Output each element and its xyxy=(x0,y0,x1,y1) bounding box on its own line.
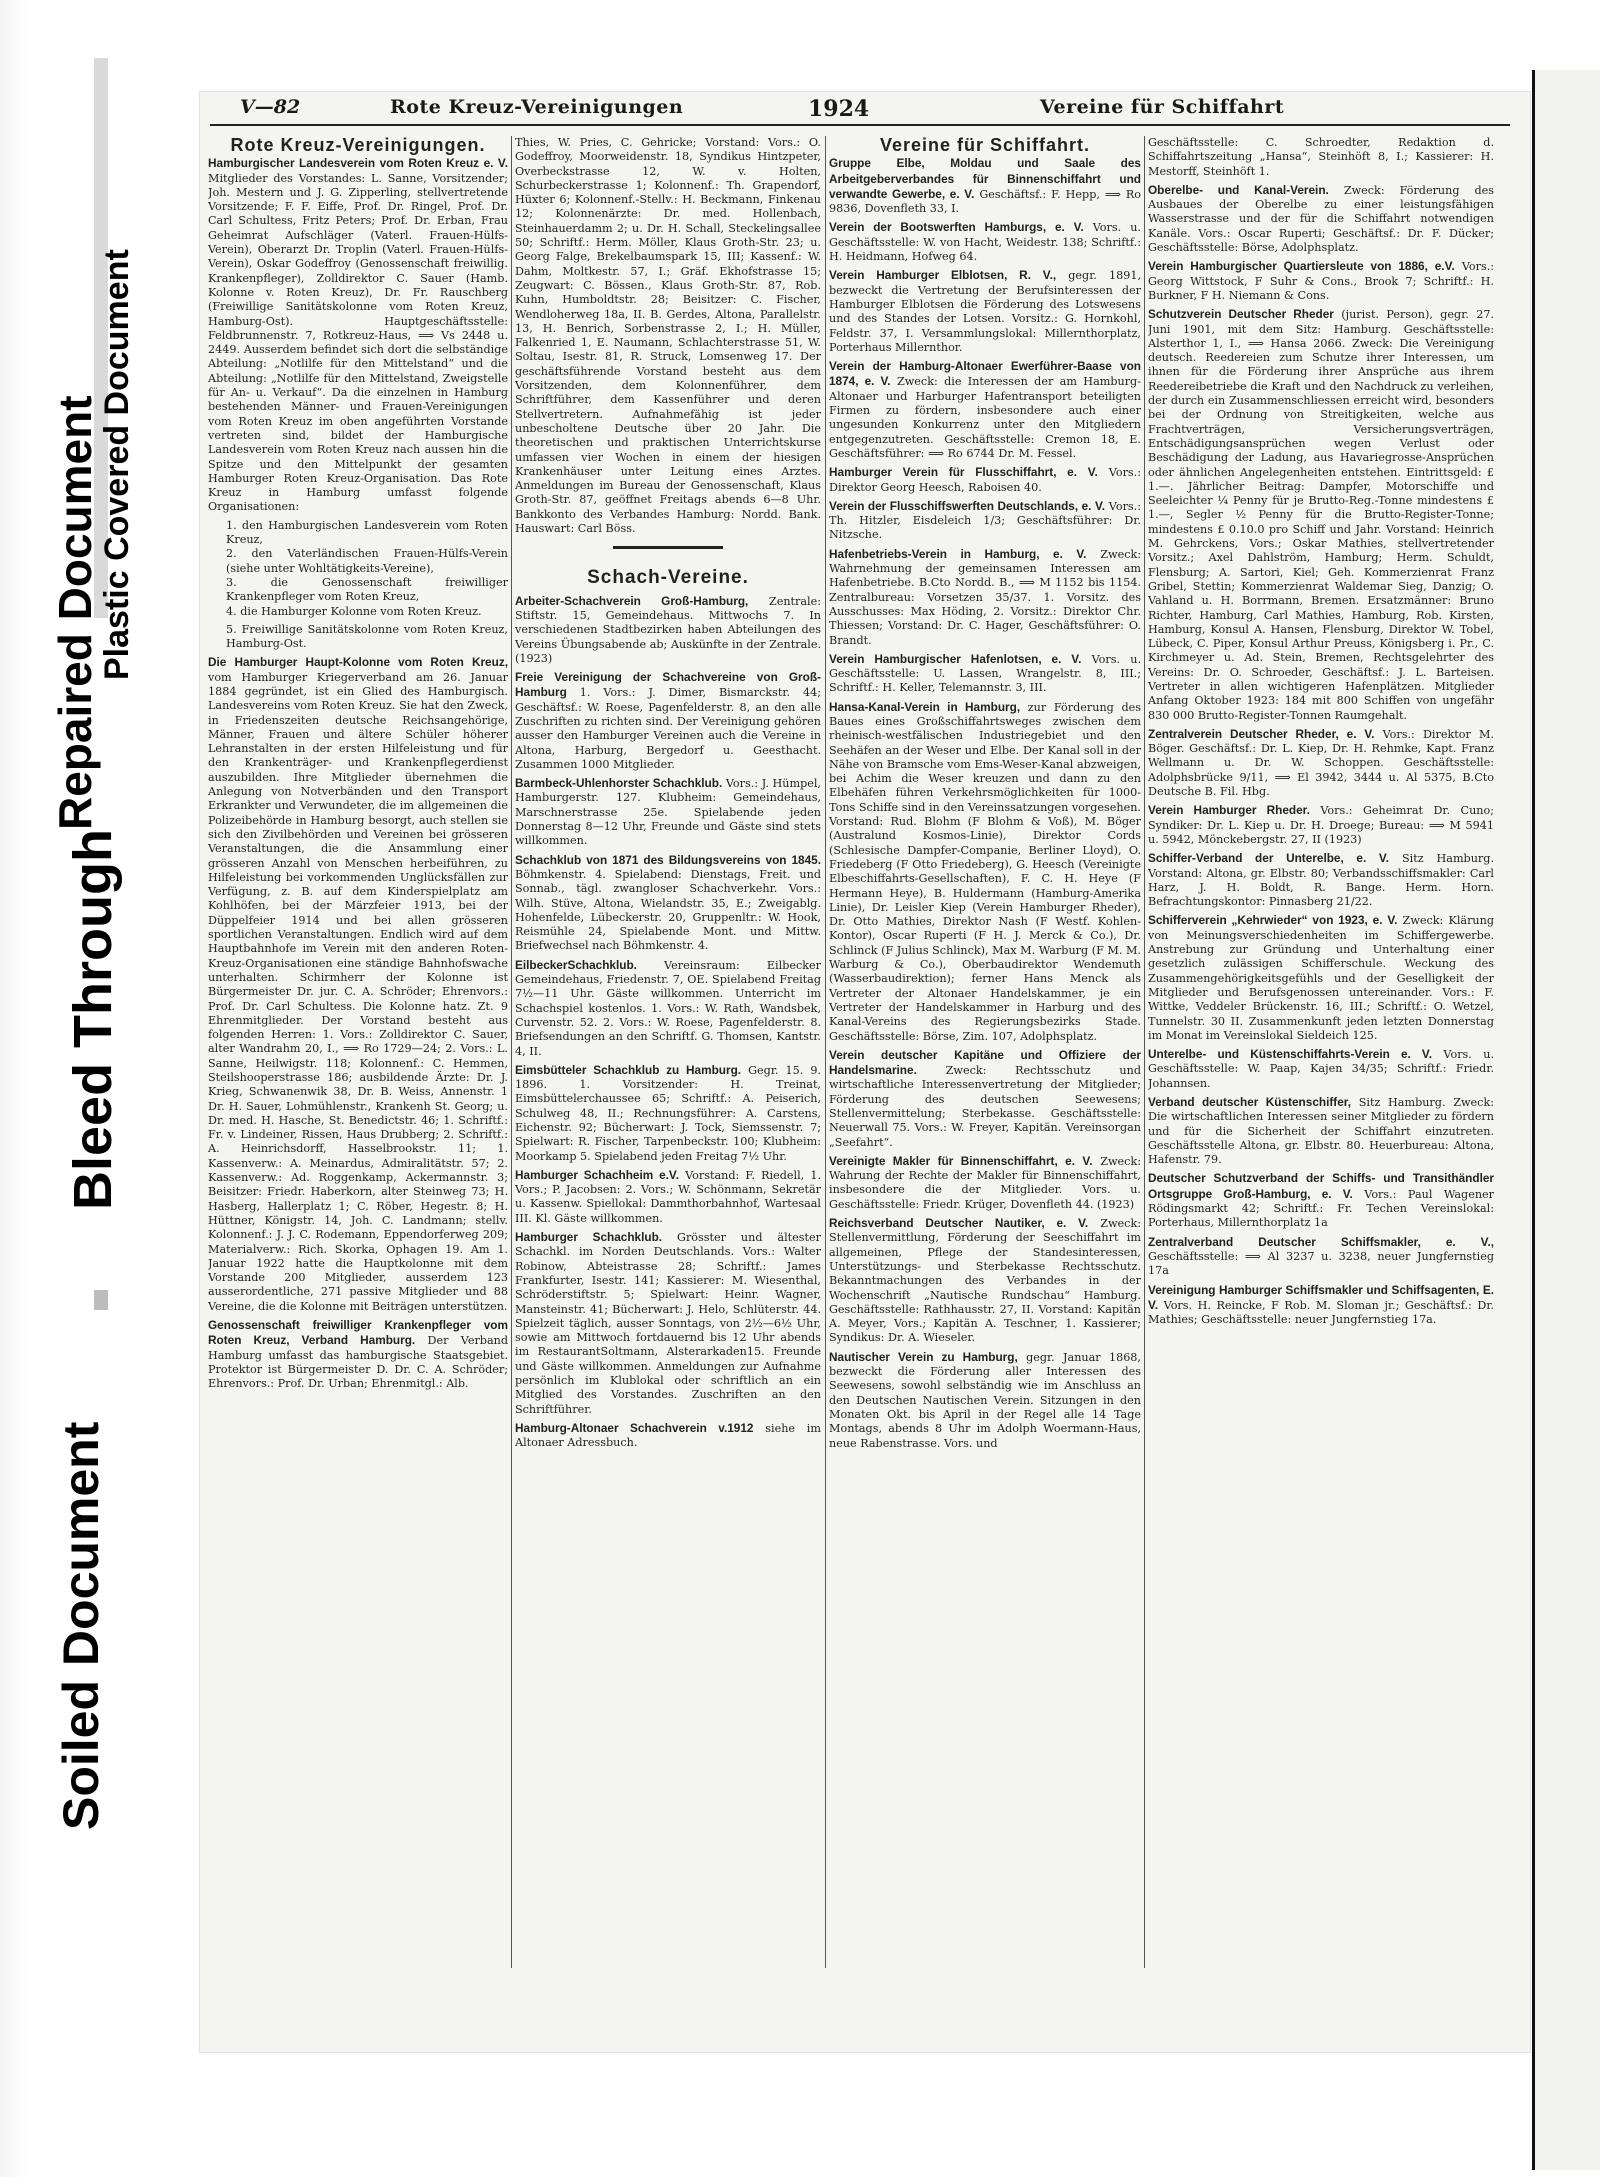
directory-entry: Verband deutscher Küstenschiffer, Sitz Hamburg. Zweck: Die wirtschaftlichen Interessen seiner Mitglieder zu fördern und für die Sicherheit der Schiffahrt einzutreten. Geschäftsstelle Altona, gr. Elbstr. 80. Heuerbureau: Altona, Hafenstr. 79. xyxy=(1148,1095,1494,1167)
directory-entry: Genossenschaft freiwilliger Krankenpfleger vom Roten Kreuz, Verband Hamburg. Der Verband Hamburg umfasst das hamburgische Staatsgebiet. Protektor ist Bürgermeister D. Dr. C. A. Schröder; Ehrenvors.: Prof. Dr. Urban; Ehrenmitgl.: Alb. xyxy=(208,1318,508,1391)
page-header xyxy=(210,94,1510,126)
directory-entry: Hamburger Schachklub. Grösster und ältester Schachkl. im Norden Deutschlands. Vors.: Walter Robinow, Abteistrasse 28; Schriftf.: James Frankfurter, Isestr. 141; Kassierer: M. Wiesenthal, Schröderstiftstr. 5; Spielwart: Heinr. Wagner, Mansteinstr. 41; Bücherwart: J. Helo, Schlüterstr. 44. Spielzeit täglich, ausser Sonntags, von 2½—6½ Uhr, sowie am Mittwoch fortdauernd bis 12 Uhr abends im RestaurantSoltmann, Alsterarkaden15. Freunde und Gäste willkommen. Anmeldungen zur Aufnahme persönlich im Klublokal oder schriftlich an ein Mitglied des Vorstandes. Zuschriften an den Schriftführer. xyxy=(515,1230,821,1416)
directory-entry: Reichsverband Deutscher Nautiker, e. V. Zweck: Stellenvermittlung, Förderung der Seeschiffahrt im allgemeinen, Pflege der Standesinteressen, Unterstützungs- und Sterbekasse Rechtsschutz. Bekanntmachungen des Verbandes in der Wochenschrift „Nautische Rundschau“ Hamburg. Geschäftsstelle: Rathhausstr. 27, II. Vorstand: Kapitän A. Meyer, Vors.; Kapitän A. Teschner, 1. Kassierer; Syndikus: Dr. A. Wieseler. xyxy=(829,1216,1141,1345)
section-divider xyxy=(613,546,723,549)
page-number: V—82 xyxy=(240,96,301,118)
directory-entry: Die Hamburger Haupt-Kolonne vom Roten Kreuz, vom Hamburger Kriegerverband am 26. Januar 1884 gegründet, ist ein Glied des Hamburgisch. Landesvereins vom Roten Kreuz. Sie hat den Zweck, in Friedenszeiten deutsche Reichsangehörige, Männer, Frauen und ältere Schüler höherer Lehranstalten in der ersten Hilfeleistung und für den Krankenträger- und Krankenpflegerdienst auszubilden. Ihre Mitglieder übernehmen die Anlegung von Notverbänden und den Transport Erkrankter und Verwundeter, die im allgemeinen die Polizeibehörde in Hamburg besorgt, auch stellen sie sich den Zivilbehörden und Vereinen bei grösseren Veranstaltungen, die die Ansammlung einer grösseren Anzahl von Menschen herbeiführen, zu Hilfeleistung bei vorkommenden Unglücksfällen zur Verfügung, z. B. auf dem Kinderspielplatz am Kohlhöfen, bei der Märzfeier 1913, bei der Düppelfeier 1914 und bei allen grösseren sportlichen Veranstaltungen. Endlich wird auf dem Hauptbahnhofe im Verein mit den anderen Roten-Kreuz-Organisationen eine ständige Bahnhofswache unterhalten. Schirmherr der Kolonne ist Bürgermeister Dr. jur. C. A. Schröder; Ehrenvors.: Prof. Dr. Carl Schultess. Die Kolonne hatz. Zt. 9 Ehrenmitglieder. Der Vorstand besteht aus folgenden Herren: 1. Vors.: Zolldirektor C. Sauer, alter Wandrahm 20, I., ⟹ Ro 1729—24; 2. Vors.: L. Sanne, Heilwigstr. 118; Kolonnenf.: C. Hemmen, Steilshooperstrasse 186; ausbildende Ärzte: Dr. J. Krieg, Schwanenwik 38, Dr. B. Weiss, Annenstr. 1 Dr. H. Sauer, Lohmühlenstr., Krankenh St. Georg; u. Dr. med. H. Hasche, St. Benedictstr. 46; 1. Schriftf.: Fr. v. Lindeiner, Rissen, Haus Drubberg; 2. Schriftf.: A. Heinrichsdorff, Hasselbrookstr. 11; 1. Kassenverw.: A. Meinardus, Admiralitätstr. 57; 2. Kassenverw.: Ad. Roggenkamp, Ackermannstr. 3; Beisitzer: Friedr. Haberkorn, alter Steinweg 73; H. Hasberg, Hallerplatz 1; C. Röber, Hegestr. 8; H. Hüttner, Königstr. 14, Joh. C. Landmann; stellv. Kolonnenf.: J. J. C. Rodemann, Eppendorferweg 209; Materialverw.: Rich. Skorka, Ophagen 19. Am 1. Januar 1922 hatte die Hauptkolonne mit dem Vorstande 200 Mitglieder, ausserdem 123 ausserordentliche, 271 passive Mitglieder und 88 Vereine, die die Kolonne mit Beiträgen unterstützen. xyxy=(208,655,508,1313)
directory-entry: Schachklub von 1871 des Bildungsvereins von 1845. Böhmkenstr. 4. Spielabend: Dienstags, Freit. und Sonnab., tägl. zwangloser Schachverkehr. Vors.: Wilh. Stüve, Altona, Wielandstr. 35, E.; Zweigablg. Hohenfelde, Lübeckerstr. 20, Gruppenltr.: W. Hook, Reismühle 24, Spielabende Mont. und Mittw. Briefwechsel nach Böhmkenstr. 4. xyxy=(515,852,821,953)
directory-entry: Schutzverein Deutscher Rheder (jurist. Person), gegr. 27. Juni 1901, mit dem Sitz: Hamburg. Geschäftsstelle: Alsterthor 1, I., ⟹ Hansa 2066. Zweck: Die Vereinigung deutsch. Reedereien zum Schutze ihrer Interessen, um ihnen für die Förderung ihrer Ansprüche aus ihrem Reedereibetriebe die Kraft und den Nachdruck zu verleihen, der durch ein Zusammenschliessen erreicht wird, besonders bei der Ordnung von Streitigkeiten, welche aus Frachtverträgen, Versicherungsverträgen, Entschädigungsansprüchen wegen Verlust oder Beschädigung der Ladung, aus Havariegrosse-Ansprüchen oder ähnlichen Angelegenheiten entstehen. Eintrittsgeld: £ 1.—. Jährlicher Beitrag: Dampfer, Motorschiffe und Seeleichter ¼ Penny für je Brutto-Reg.-Tonne mindestens £ 1.—, Segler ½ Penny für die Brutto-Register-Tonne; mindestens £ 0.10.0 pro Schiff und Jahr. Vorstand: Heinrich M. Gehrckens, Vors.; Oskar Mathies, stellvertretender Vorsitz.; Axel Dahlström, Hamburg; Herm. Schuldt, Flensburg; A. Sartori, Kiel; Geh. Kommerzienrat Franz Gribel, Stettin; Kommerzienrat Waldemar Sieg, Danzig; O. Vahland u. H. Borrmann, Bremen. Ersatzmänner: Bruno Richter, Hamburg, Carl Mathies, Hamburg, Rob. Kirsten, Hamburg, Konsul A. Hansen, Flensburg, Direktor W. Tobel, Lübeck, C. Piper, Konsul Arthur Preuss, Königsberg i. Pr., C. Kirchmeyer u. Ad. Stein, Bremen, Rechtsgelehrter des Vereins: Dr. O. Schroeder, Geschäftsf.: J. L. Barteisen. Vertreter in allen wichtigeren Hafenplätzen. Mitglieder Anfang Oktober 1923: 184 mit 800 Schiffen von ungefähr 830 000 Brutto-Register-Tonnen Raumgehalt. xyxy=(1148,307,1494,722)
section-title-shipping: Vereine für Schiffahrt. xyxy=(879,136,1091,155)
directory-entry: Hamburger Schachheim e.V. Vorstand: F. Riedell, 1. Vors.; P. Jacobsen: 2. Vors.; W. Schönmann, Sekretär u. Kassenw. Spiellokal: Dammthorbahnhof, Wartesaal III. Kl. Gäste willkommen. xyxy=(515,1167,821,1225)
directory-entry: Vereinigung Hamburger Schiffsmakler und Schiffsagenten, E. V. Vors. H. Reincke, F Rob. M. Sloman jr.; Geschäftsf.: Dr. Mathies; Geschäftsstelle: neuer Jungfernstieg 17a. xyxy=(1148,1282,1494,1327)
directory-entry: Verein Hamburger Elblotsen, R. V., gegr. 1891, bezweckt die Vertretung der Berufsinteressen der Hamburger Elblotsen die Förderung des Lotswesens und des Standes der Lotsen. Vorsitz.: G. Hornkohl, Feldstr. 37, I. Versammlungslokal: Millernthorplatz, Porterhaus Millernthor. xyxy=(829,268,1141,354)
label-plastic: Plastic Covered Document xyxy=(98,249,136,680)
list-item: 4. die Hamburger Kolonne vom Roten Kreuz. xyxy=(226,604,482,618)
directory-entry: Verein der Bootswerften Hamburgs, e. V. Vors. u. Geschäftsstelle: W. von Hacht, Weidestr. 138; Schriftf.: H. Heidmann, Hofweg 64. xyxy=(829,220,1141,264)
directory-entry-continued: Geschäftsstelle: C. Schroedter, Redaktion d. Schiffahrtszeitung „Hansa“, Steinhöft 8, I.; Kassierer: H. Mestorff, Steinhöft 1. xyxy=(1148,136,1494,178)
list-item: 3. die Genossenschaft freiwilliger Krankenpfleger vom Roten Kreuz, xyxy=(226,575,508,604)
directory-entry: Verein der Flusschiffswerften Deutschlands, e. V. Vors.: Th. Hitzler, Eisdeleich 1/3; Geschäftsführer: Dr. Nitzsche. xyxy=(829,498,1141,542)
page-year: 1924 xyxy=(808,96,870,122)
column-rule xyxy=(825,136,826,1968)
directory-entry: Hamburgischer Landesverein vom Roten Kreuz e. V. Mitglieder des Vorstandes: L. Sanne, Vorsitzender; Joh. Mestern und J. G. Zipperling, stellvertretende Vorsitzende; F. F. Eiffe, Prof. Dr. Ringel, Prof. Dr. Carl Schultess, Fritz Peters; Prof. Dr. Erban, Frau Geheimrat Aufschläger (Vaterl. Frauen-Hülfs-Verein), Oberarzt Dr. Troplin (Vaterl. Frauen-Hülfs-Verein), Oskar Godeffroy (Genossenschaft freiwillig. Krankenpfleger), Zolldirektor C. Sauer (Hamb. Kolonne v. Roten Kreuz), Dr. Fr. Rauschberg (Freiwillige Sanitätskolonne vom Roten Kreuz, Hamburg-Ost). Hauptgeschäftsstelle: Feldbrunnenstr. 7, Rotkreuz-Haus, ⟹ Vs 2448 u. 2449. Ausserdem befindet sich dort die selbständige Abteilung: „Notlilfe für den Mittelstand“ und die Abteilung: „Notlilfe für den Mittelstand, Zweigstelle für An- u. Verkauf“. Da die einzelnen in Hamburg bestehenden Männer- und Frauen-Vereinigungen vom Roten Kreuz im oben angeführten Vorstande vertreten sind, bildet der Hamburgische Landesverein vom Roten Kreuz nach aussen hin die Spitze und den Mittelpunkt der gesamten Hamburger Roten Kreuz-Organisation. Das Rote Kreuz in Hamburg umfasst folgende Organisationen: xyxy=(208,156,508,514)
directory-entry: Vereinigte Makler für Binnenschiffahrt, e. V. Zweck: Wahrung der Rechte der Makler für Binnenschiffahrt, insbesondere die der Mitglieder. Vors. u. Geschäftsstelle: Friedr. Krüger, Dovenfleth 44. (1923) xyxy=(829,1153,1141,1211)
column-2 xyxy=(515,136,821,1968)
directory-entry: Schifferverein „Kehrwieder“ von 1923, e. V. Zweck: Klärung von Meinungsverschiedenheiten im Schiffergewerbe. Anstrebung zur Gründung und Unterhaltung einer gesetzlich zulässigen Schifferschule. Weckung des Zusammengehörigkeitsgefühls und der Geselligkeit der Mitglieder und Berufsgenossen untereinander. Vors.: F. Wittke, Veddeler Brückenstr. 16, III.; Schriftf.: O. Wetzel, Tunnelstr. 30 II. Zusammenkunft jeden letzten Donnerstag im Monat im Vereinslokal Sieldeich 125. xyxy=(1148,913,1494,1042)
label-soiled: Soiled Document xyxy=(53,1421,109,1830)
directory-entry: Barmbeck-Uhlenhorster Schachklub. Vors.: J. Hümpel, Hamburgerstr. 127. Klubheim: Gemeindehaus, Marschnerstrasse 25e. Spielabende jeden Donnerstag 8—12 Uhr, Freunde und Gäste sind stets willkommen. xyxy=(515,776,821,848)
directory-entry: Deutscher Schutzverband der Schiffs- und Transithändler Ortsgruppe Groß-Hamburg, e. V. Vors.: Paul Wagener Rödingsmarkt 42; Schriftf.: Fr. Techen Vereinslokal: Porterhaus, Millernthorplatz 1a xyxy=(1148,1171,1494,1230)
directory-entry: Freie Vereinigung der Schachvereine von Groß-Hamburg 1. Vors.: J. Dimer, Bismarckstr. 44; Geschäftsf.: W. Roese, Pagenfelderstr. 8, an den alle Zuschriften zu richten sind. Der Vereinigung gehören ausser den Hamburger Vereinen auch die Vereine in Altona, Harburg, Bergedorf u. Geesthacht. Zusammen 1000 Mitglieder. xyxy=(515,670,821,771)
directory-entry: Verein Hamburgischer Hafenlotsen, e. V. Vors. u. Geschäftsstelle: U. Lassen, Wrangelstr. 8, III.; Schriftf.: H. Keller, Telemannstr. 3, III. xyxy=(829,651,1141,695)
organisation-list xyxy=(208,519,508,619)
adjacent-page-edge xyxy=(1532,70,1600,2170)
directory-entry: Verein Hamburgischer Quartiersleute von 1886, e.V. Vors.: Georg Wittstock, F Suhr & Cons., Brook 7; Schriftf.: H. Burkner, F H. Niemann & Cons. xyxy=(1148,259,1494,302)
column-1 xyxy=(208,136,508,1968)
directory-entry: Zentralverein Deutscher Rheder, e. V. Vors.: Direktor M. Böger. Geschäftsf.: Dr. L. Kiep, Dr. H. Rehmke, Kapt. Franz Wellmann u. Dr. W. Schoppen. Geschäftsstelle: Adolphsbrücke 9/11, ⟹ El 3942, 3444 u. Al 5375, B.Cto Deutsche B. Fil. Hbg. xyxy=(1148,726,1494,799)
label-repaired: Repaired Document xyxy=(49,395,101,830)
directory-entry: Hansa-Kanal-Verein in Hamburg, zur Förderung des Baues eines Großschiffahrtsweges zwischen dem rheinisch-westfälischen Industriegebiet und den Seehäfen an der Weser und Elbe. Der Kanal soll in der Nähe von Bramsche vom Ems-Weser-Kanal abzweigen, bei Achim die Weser kreuzen und dann zu den Elbehäfen führen Verkehrsmöglichkeiten für 1000-Tons Schiffe sind in den Vereinssatzungen vorgesehen. Vorstand: Rud. Blohm (F Blohm & Voß), M. Böger (Australund Kosmos-Linie), Direktor Cords (Schlesische Dampfer-Companie, Berliner Lloyd), O. Friedeberg (F Otto Friedeberg), G. Heesch (Vereinigte Elbeschiffahrts-Gesellschaften), F. C. H. Heye (F Hermann Heye), B. Huldermann (Hamburg-Amerika Linie), Dr. Leisler Kiep (Verein Hamburger Rheder), Dr. Otto Mathies, Direktor Nash (F Westf. Kohlen-Kontor), Oscar Ruperti (F H. J. Merck & Co.), Dr. Schlinck (F Julius Schlinck), Max M. Warburg (F M. M. Warburg & Co.), Oberbaudirektor Wendemuth (Wasserbaudirektion); ferner Hans Menck als Vertreter der Altonaer Handelskammer, je ein Vertreter der Handelskammer in Harburg und des Kanal-Vereins des Regierungsbezirks Stade. Geschäftsstelle: Börse, Zim. 107, Adolphsplatz. xyxy=(829,699,1141,1043)
directory-entry: Gruppe Elbe, Moldau und Saale des Arbeitgeberverbandes für Binnenschiffahrt und verwandte Gewerbe, e. V. Geschäftsf.: F. Hepp, ⟹ Ro 9836, Dovenfleth 33, I. xyxy=(829,156,1141,216)
list-item: 5. Freiwillige Sanitätskolonne vom Roten Kreuz, Hamburg-Ost. xyxy=(226,622,508,651)
directory-entry-continued: Thies, W. Pries, C. Gehricke; Vorstand: Vors.: O. Godeffroy, Moorweidenstr. 18, Syndikus Hintzpeter, Overbeckstrasse 12, W. v. Holten, Schurbeckerstrasse 1; Kolonnenf.: Th. Grapendorf, Hüxter 6; Kolonnenf.-Stellv.: H. Beckmann, Finkenau 12; Kolonnenärzte: Dr. med. Hollenbach, Steinhauerdamm 2; u. Dr. H. Schall, Steckelingsallee 50; Schriftf.: Herm. Möller, Klaus Groth-Str. 23; u. Georg Falge, Brekelbaumspark 15, III; Kassenf.: W. Dahm, Moltkestr. 57, I.; Gräf. Ekhofstrasse 15; Zeugwart: C. Bössen., Klaus Groth-Str. 87, Rob. Kuhn, Humboldtstr. 28; Beisitzer: C. Fischer, Wendloherweg 18a, II. B. Gerdes, Altona, Parallelstr. 13, H. Benrich, Sorbenstrasse 2, I.; H. Müller, Falkenried 1, E. Naumann, Schlachterstrasse 51, W. Soltau, Isestr. 81, R. Struck, Lomsenweg 17. Der geschäftsführende Vorstand besteht aus dem Vorsitzenden, dem Kolonnenführer, dem Schriftführer, dem Kassenführer und deren Stellvertretern. Aufnahmefähig ist jeder unbescholtene Deutsche über 20 Jahr. Die theoretischen und praktischen Unterrichtskurse umfassen vier Wochen in einem der hiesigen Krankenhäuser unter Leitung eines Arztes. Anmeldungen im Bureau der Genossenschaft, Klaus Groth-Str. 87, geöffnet Freitags abends 6—8 Uhr. Bankkonto des Verbandes Hamburg: Nordd. Bank. Hauswart: Carl Böss. xyxy=(515,136,821,536)
directory-entry: Oberelbe- und Kanal-Verein. Zweck: Förderung des Ausbaues der Oberelbe zu einer leistungsfähigen Wasserstrasse und der für die Schiffahrt notwendigen Kanäle. Vors.: Oscar Ruperti; Geschäftsf.: Dr. F. Dücker; Geschäftsstelle: Börse, Adolphsplatz. xyxy=(1148,182,1494,255)
directory-entry: Zentralverband Deutscher Schiffsmakler, e. V., Geschäftsstelle: ⟹ Al 3237 u. 3238, neuer Jungfernstieg 17a xyxy=(1148,1234,1494,1278)
directory-entry: Verein der Hamburg-Altonaer Ewerführer-Baase von 1874, e. V. Zweck: die Interessen der am Hamburg-Altonaer und Harburger Hafentransport beteiligten Firmen zu fördern, insbesondere auch einer ungesunden Konkurrenz unter den Mitgliedern entgegenzutreten. Geschäftsstelle: Cremon 18, E. Geschäftsführer: ⟹ Ro 6744 Dr. M. Fessel. xyxy=(829,359,1141,460)
list-item: 1. den Hamburgischen Landesverein vom Roten Kreuz, xyxy=(226,518,508,547)
degradation-labels xyxy=(20,140,170,1840)
list-item: 2. den Vaterländischen Frauen-Hülfs-Verein (siehe unter Wohltätigkeits-Vereine), xyxy=(226,547,508,575)
directory-entry: Arbeiter-Schachverein Groß-Hamburg, Zentrale: Stiftstr. 15, Gemeindehaus. Mittwochs 7. In verschiedenen Stadtbezirken haben Abteilungen des Vereins Übungsabende ab; Auskünfte in der Zentrale. (1923) xyxy=(515,593,821,665)
column-rule xyxy=(1144,136,1145,1968)
column-3 xyxy=(829,136,1141,1968)
running-title-left: Rote Kreuz-Vereinigungen xyxy=(390,96,684,118)
directory-entry: Hafenbetriebs-Verein in Hamburg, e. V. Zweck: Wahrnehmung der gemeinsamen Interessen am Hafenbetriebe. B.Cto Nordd. B., ⟹ M 1152 bis 1154. Zentralbureau: Vorsetzen 35/37. 1. Vorsitz. des Ausschusses: Max Höding, 2. Vorsitz.: Direktor Chr. Thiessen; Vorstand: Dr. C. Hager, Geschäftsführer: O. Brandt. xyxy=(829,546,1141,647)
running-title-right: Vereine für Schiffahrt xyxy=(1040,96,1285,118)
directory-entry: Schiffer-Verband der Unterelbe, e. V. Sitz Hamburg. Vorstand: Altona, gr. Elbstr. 80; Verbandsschiffsmakler: Carl Harz, J. H. Boldt, R. Bange. Herm. Horn. Befrachtungskontor: Pinnasberg 21/22. xyxy=(1148,851,1494,909)
directory-entry: Verein Hamburger Rheder. Vors.: Geheimrat Dr. Cuno; Syndiker: Dr. L. Kiep u. Dr. H. Droege; Bureau: ⟹ M 5941 u. 5942, Mönckebergstr. 27, II (1923) xyxy=(1148,803,1494,846)
column-4 xyxy=(1148,136,1494,1968)
directory-entry: EilbeckerSchachklub. Vereinsraum: Eilbecker Gemeindehaus, Friedenstr. 7, OE. Spielabend Freitag 7½—11 Uhr. Gäste willkommen. Unterricht im Schachspiel kostenlos. 1. Vors.: W. Rath, Wandsbek, Curvenstr. 52. 2. Vors.: W. Roese, Pagenfelderstr. 8. Briefsendungen an den Schriftf. G. Thomsen, Kantstr. 4, II. xyxy=(515,957,821,1058)
section-title-red-cross: Rote Kreuz-Vereinigungen. xyxy=(230,136,486,155)
directory-entry: Eimsbütteler Schachklub zu Hamburg. Gegr. 15. 9. 1896. 1. Vorsitzender: H. Treinat, Eimsbüttelerchaussee 65; Schriftf.: A. Peiserich, Schulweg 48, II.; Rechnungsführer: A. Carstens, Eichenstr. 92; Bücherwart: J. Tock, Siemssenstr. 7; Spielwart: R. Fischer, Tarpenbeckstr. 100; Klubheim: Moorkamp 5. Spielabend jeden Freitag 7½ Uhr. xyxy=(515,1062,821,1163)
directory-entry: Hamburger Verein für Flusschiffahrt, e. V. Vors.: Direktor Georg Heesch, Raboisen 40. xyxy=(829,465,1141,494)
directory-entry: Unterelbe- und Küstenschiffahrts-Verein e. V. Vors. u. Geschäftsstelle: W. Paap, Kajen 34/35; Schriftf.: Friedr. Johannsen. xyxy=(1148,1047,1494,1090)
section-title-chess: Schach-Vereine. xyxy=(587,567,749,589)
directory-entry: Hamburg-Altonaer Schachverein v.1912 siehe im Altonaer Adressbuch. xyxy=(515,1420,821,1450)
label-bleed: Bleed Through xyxy=(63,829,123,1210)
directory-entry: Verein deutscher Kapitäne und Offiziere der Handelsmarine. Zweck: Rechtsschutz und wirtschaftliche Interessenvertretung der Mitglieder; Förderung des deutschen Seewesens; Stellenvermittelung; Sterbekasse. Geschäftsstelle: Neuerwall 75. Vors.: W. Freyer, Kapitän. Vereinsorgan „Seefahrt“. xyxy=(829,1047,1141,1149)
column-rule xyxy=(511,136,512,1968)
directory-entry: Nautischer Verein zu Hamburg, gegr. Januar 1868, bezweckt die Förderung aller Interessen des Seewesens, sowohl selbständig wie im Anschluss an den Deutschen Nautischen Verein. Sitzungen in den Monaten Okt. bis April in der Regel alle 14 Tage Montags, abends 8 Uhr im Adolph Woermann-Haus, neue Rabenstrasse. Vors. und xyxy=(829,1349,1141,1450)
